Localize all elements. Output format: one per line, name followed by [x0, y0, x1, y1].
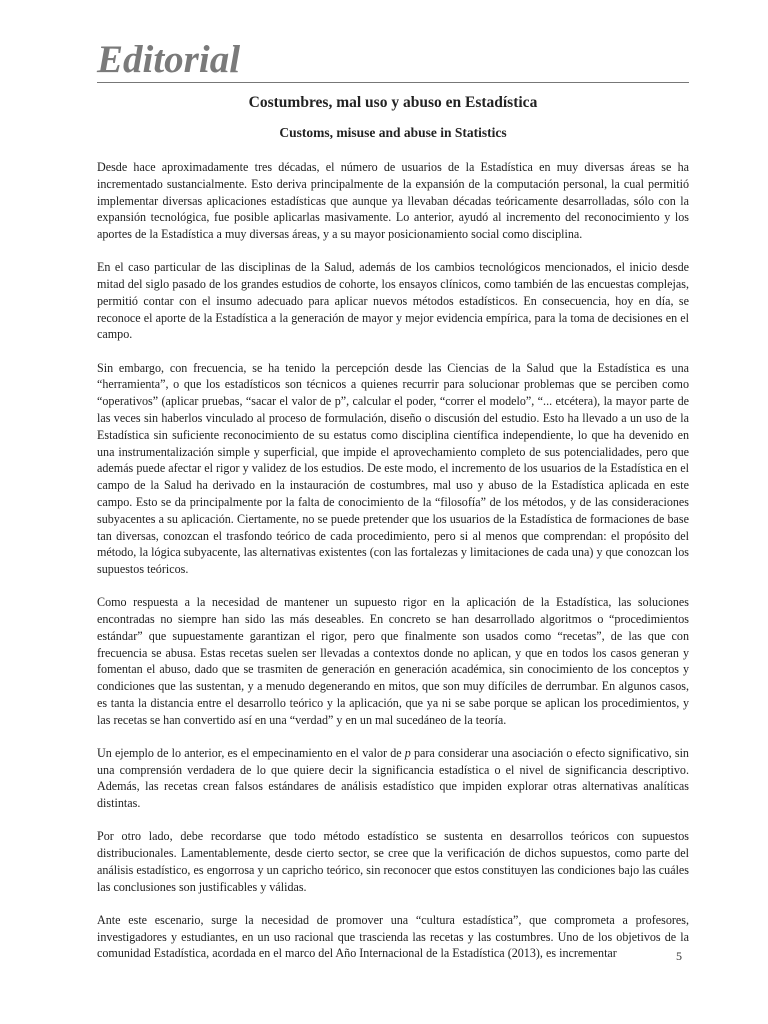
paragraph-1: Desde hace aproximadamente tres décadas, el número de usuarios de la Estadística en muy diversas áreas se ha incrementado sustancialmente. Esto deriva principalmente de la expansión de la computación personal, la cual permitió implementar diversas aplicaciones estadísticas que aunque ya llevaban décadas teóricamente desarrolladas, sólo con la expansión tecnológica, fue posible aplicarlas masivamente. Lo anterior, ayudó al incremento del reconocimiento y los aportes de la Estadística a muy diversas áreas, y a su mayor posicionamiento social como disciplina.	[97, 160, 689, 242]
article-subtitle: Customs, misuse and abuse in Statistics	[279, 125, 507, 140]
p-value-symbol: p	[404, 745, 411, 760]
paragraph-5	[97, 745, 689, 812]
section-title: Editorial	[97, 38, 241, 81]
paragraph-2: En el caso particular de las disciplinas de la Salud, además de los cambios tecnológicos mencionados, el inicio desde mitad del siglo pasado de los grandes estudios de cohorte, los ensayos clínicos, como también de las encuestas complejas, permitió contar con el insumo adecuado para aplicar nuevos métodos estadísticos. En consecuencia, hoy en día, se reconoce el aporte de la Estadística a la generación de mayor y mejor evidencia empírica, para la toma de decisiones en el campo.	[97, 260, 689, 342]
article-title: Costumbres, mal uso y abuso en Estadística	[248, 94, 538, 111]
page-number: 5	[676, 949, 682, 963]
paragraph-3: Sin embargo, con frecuencia, se ha tenido la percepción desde las Ciencias de la Salud que la Estadística es una “herramienta”, o que los estadísticos son técnicos a quienes recurrir para solucionar problemas que se perciben como “operativos” (aplicar pruebas, “sacar el valor de p”, calcular el poder, “correr el modelo”, “... etcétera), la mayor parte de las veces sin haberlos vinculado al proceso de formulación, diseño o discusión del estudio. Esto ha llevado a un uso de la Estadística sin suficiente reconocimiento de su estatus como disciplina científica independiente, lo que ha devenido en una instrumentalización simple y superficial, que impide el aprovechamiento completo de sus potencialidades, pero que además puede afectar el rigor y validez de los estudios. De este modo, el incremento de los usuarios de la Estadística en el campo de la Salud ha derivado en la instauración de costumbres, mal uso y abuso de la Estadística aplicada en este campo. Esto se da principalmente por la falta de conocimiento de la “filosofía” de los métodos, y de las consideraciones subyacentes a su aplicación. Ciertamente, no se puede pretender que los usuarios de la Estadística de formaciones de base tan diversas, conozcan el trasfondo teórico de cada procedimiento, pero si al menos que comprendan: el propósito del método, la lógica subyacente, las alternativas existentes (con las fortalezas y limitaciones de cada una) y que conozcan los supuestos teóricos.	[97, 360, 689, 577]
paragraph-4: Como respuesta a la necesidad de mantener un supuesto rigor en la aplicación de la Estadística, las soluciones encontradas no siempre han sido las más deseables. En concreto se han desarrollado algoritmos o “procedimientos estándar” que supuestamente garantizan el rigor, pero que finalmente son usados como “recetas”, de las que con frecuencia se abusa. Estas recetas suelen ser llevadas a contextos donde no aplican, y que en todos los casos generan y fomentan el abuso, dado que se trasmiten de generación en generación académica, sin conocimiento de los conceptos y condiciones que las sustentan, y a menudo degenerando en mitos, que son muy difíciles de derrumbar. En algunos casos, es tanta la distancia entre el desarrollo teórico y la aplicación, que ya ni se sabe porque se aplican los procedimientos, y las recetas se han convertido así en una “verdad” y en un mal sucedáneo de la teoría.	[97, 595, 689, 727]
paragraph-6: Por otro lado, debe recordarse que todo método estadístico se sustenta en desarrollos teóricos con supuestos distribucionales. Lamentablemente, desde cierto sector, se cree que la verificación de dichos supuestos, como parte del análisis estadístico, es engorrosa y un capricho teórico, sin reconocer que estos constituyen las condiciones bajo las cuáles las conclusiones son justificables y válidas.	[97, 829, 689, 894]
article-body	[97, 159, 689, 979]
paragraph-5-text-end: para considerar una asociación o efecto significativo, sin una comprensión verdadera de lo que quiere decir la significancia estadística o el nivel de significancia descriptivo. Además, las recetas crean falsos estándares de análisis estadístico que impiden explorar otras alternativas analíticas distintas.	[97, 745, 689, 811]
paragraph-5-text-start: Un ejemplo de lo anterior, es el empecinamiento en el valor de	[97, 745, 405, 760]
paragraph-7: Ante este escenario, surge la necesidad de promover una “cultura estadística”, que comprometa a profesores, investigadores y estudiantes, en un uso racional que trascienda las recetas y las costumbres. Uno de los objetivos de la comunidad Estadística, acordada en el marco del Año Internacional de la Estadística (2013), es incrementar	[97, 912, 689, 961]
section-header	[97, 40, 689, 83]
